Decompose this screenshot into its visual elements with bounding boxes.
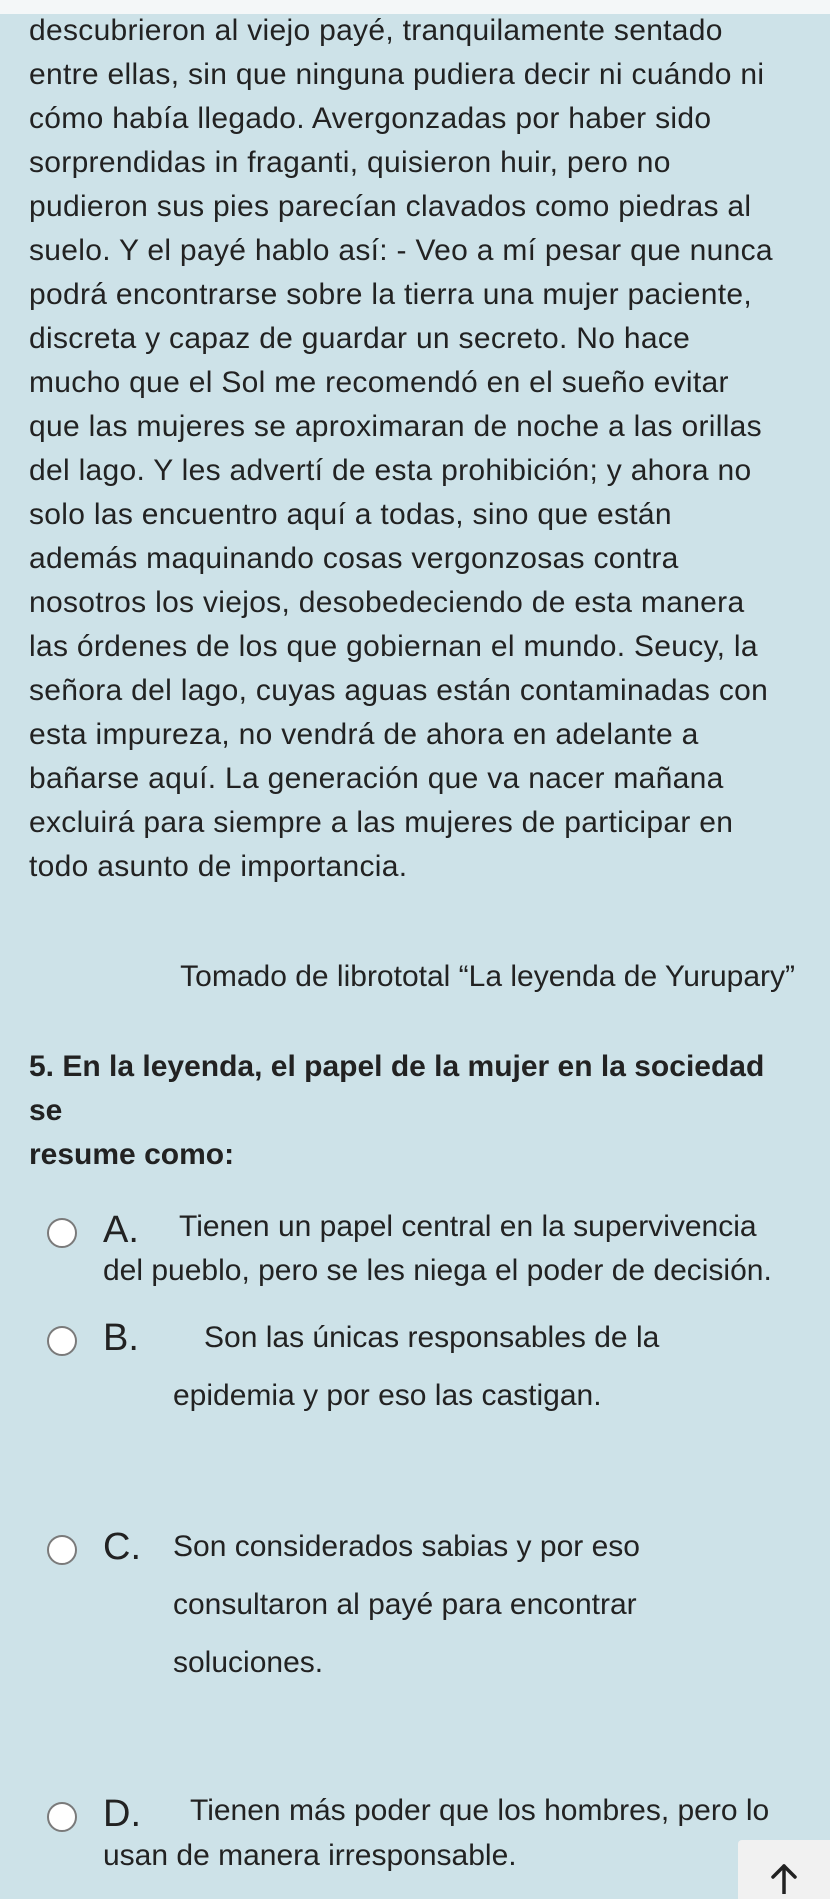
radio-button-b[interactable] [47, 1326, 77, 1356]
option-b[interactable] [0, 1313, 830, 1423]
passage-line: bañarse aquí. La generación que va nacer mañana [29, 762, 724, 795]
option-a[interactable] [0, 1205, 830, 1305]
question-prompt [29, 1045, 804, 1177]
passage-line: nosotros los viejos, desobedeciendo de esta manera [29, 586, 745, 619]
question-line: 5. En la leyenda, el papel de la mujer en la sociedad se [29, 1050, 765, 1127]
option-d[interactable] [0, 1789, 830, 1889]
option-text-line: Son las únicas responsables de la [204, 1321, 660, 1354]
passage-line: esta impureza, no vendrá de ahora en adelante a [29, 718, 699, 751]
option-text-line: Tienen más poder que los hombres, pero lo [190, 1794, 770, 1827]
arrow-up-icon [768, 1862, 800, 1894]
passage-line: suelo. Y el payé hablo así: - Veo a mí pesar que nunca [29, 234, 773, 267]
option-letter: B. [103, 1317, 139, 1359]
option-letter: D. [103, 1793, 141, 1835]
option-text-line: usan de manera irresponsable. [103, 1839, 517, 1872]
option-c[interactable] [0, 1522, 830, 1692]
passage-line: mucho que el Sol me recomendó en el sueño evitar [29, 366, 729, 399]
passage-line: discreta y capaz de guardar un secreto. No hace [29, 322, 691, 355]
option-text-line: epidemia y por eso las castigan. [173, 1379, 602, 1412]
radio-button-d[interactable] [47, 1802, 77, 1832]
passage-line: entre ellas, sin que ninguna pudiera decir ni cuándo ni [29, 58, 765, 91]
passage-line: pudieron sus pies parecían clavados como piedras al [29, 190, 752, 223]
passage-line: todo asunto de importancia. [29, 850, 408, 883]
option-letter: C. [103, 1526, 141, 1568]
passage-line: que las mujeres se aproximaran de noche a las orillas [29, 410, 762, 443]
radio-button-c[interactable] [47, 1535, 77, 1565]
option-letter: A. [103, 1209, 139, 1251]
question-line: resume como: [29, 1138, 235, 1171]
option-text-line: soluciones. [173, 1646, 324, 1679]
passage-line: además maquinando cosas vergonzosas contra [29, 542, 679, 575]
passage-line: sorprendidas in fraganti, quisieron huir, pero no [29, 146, 671, 179]
passage-line: señora del lago, cuyas aguas están contaminadas con [29, 674, 769, 707]
passage-line: cómo había llegado. Avergonzadas por haber sido [29, 102, 712, 135]
passage-line: solo las encuentro aquí a todas, sino que están [29, 498, 672, 531]
reading-passage [29, 9, 799, 889]
passage-line: las órdenes de los que gobiernan el mundo. Seucy, la [29, 630, 758, 663]
option-text-line: Tienen un papel central en la supervivencia [179, 1210, 757, 1243]
passage-line: descubrieron al viejo payé, tranquilamente sentado [29, 14, 723, 47]
option-text-line: del pueblo, pero se les niega el poder de decisión. [103, 1254, 772, 1287]
option-text-line: consultaron al payé para encontrar [173, 1588, 637, 1621]
radio-button-a[interactable] [47, 1218, 77, 1248]
passage-line: del lago. Y les advertí de esta prohibición; y ahora no [29, 454, 752, 487]
scroll-to-top-button[interactable] [738, 1840, 830, 1899]
passage-line: podrá encontrarse sobre la tierra una mujer paciente, [29, 278, 752, 311]
option-text-line: Son considerados sabias y por eso [173, 1530, 640, 1563]
passage-source: Tomado de librototal “La leyenda de Yurupary” [180, 960, 795, 993]
passage-line: excluirá para siempre a las mujeres de participar en [29, 806, 734, 839]
